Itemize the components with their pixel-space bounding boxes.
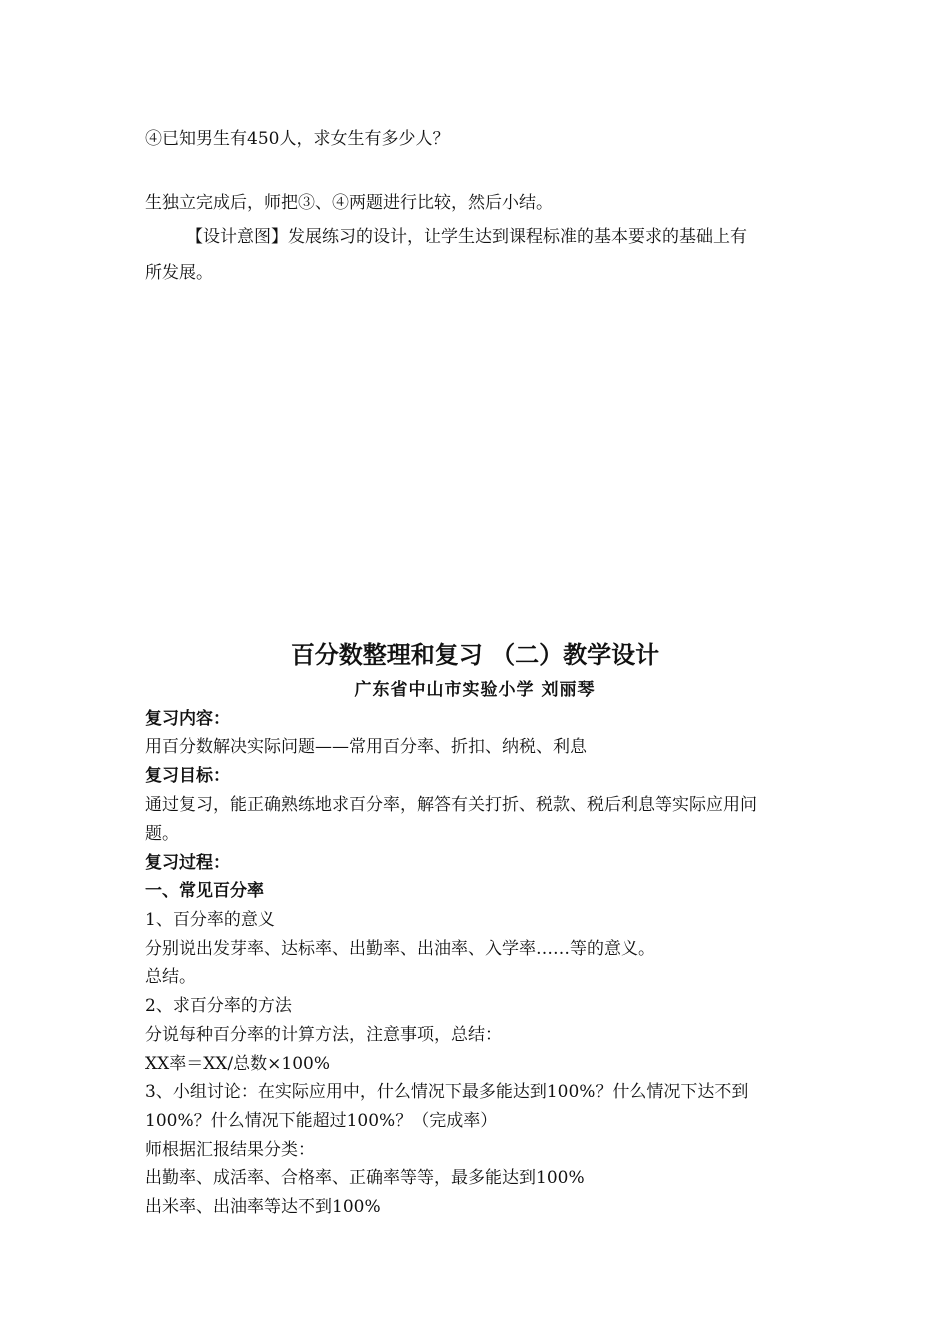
document-title: 百分数整理和复习 （二）教学设计 xyxy=(290,641,660,669)
heading-review-goal: 复习目标： xyxy=(145,766,230,786)
design-intent-line-1: 【设计意图】发展练习的设计，让学生达到课程标准的基本要求的基础上有 xyxy=(186,227,747,247)
item-2-heading: 2、求百分率的方法 xyxy=(145,996,292,1016)
item-3-line-2: 100%？什么情况下能超过100%？（完成率） xyxy=(145,1111,498,1131)
classification-max-100: 出勤率、成活率、合格率、正确率等等，最多能达到100% xyxy=(145,1168,585,1188)
heading-review-content: 复习内容： xyxy=(145,709,230,729)
item-1-text: 分别说出发芽率、达标率、出勤率、出油率、入学率……等的意义。 xyxy=(145,939,655,959)
summary-text: 总结。 xyxy=(145,967,196,987)
classification-below-100: 出米率、出油率等达不到100% xyxy=(145,1197,381,1217)
item-3-line-1: 3、小组讨论：在实际应用中，什么情况下最多能达到100%？什么情况下达不到 xyxy=(145,1082,749,1102)
item-2-text: 分说每种百分率的计算方法，注意事项，总结： xyxy=(145,1025,502,1045)
teacher-classification: 师根据汇报结果分类： xyxy=(145,1140,315,1160)
question-4: ④已知男生有450人，求女生有多少人？ xyxy=(145,129,450,149)
review-goal-line-2: 题。 xyxy=(145,824,179,844)
review-goal-line-1: 通过复习，能正确熟练地求百分率，解答有关打折、税款、税后利息等实际应用问 xyxy=(145,795,757,815)
heading-review-process: 复习过程： xyxy=(145,853,230,873)
design-intent-line-2: 所发展。 xyxy=(145,263,213,283)
document-author: 广东省中山市实验小学 刘丽琴 xyxy=(354,680,596,700)
comparison-note: 生独立完成后，师把③、④两题进行比较，然后小结。 xyxy=(145,193,553,213)
item-1-heading: 1、百分率的意义 xyxy=(145,910,275,930)
section-common-percent-rates: 一、常见百分率 xyxy=(145,881,264,901)
formula: XX率＝XX/总数×100% xyxy=(145,1054,330,1074)
review-content-text: 用百分数解决实际问题——常用百分率、折扣、纳税、利息 xyxy=(145,737,587,757)
